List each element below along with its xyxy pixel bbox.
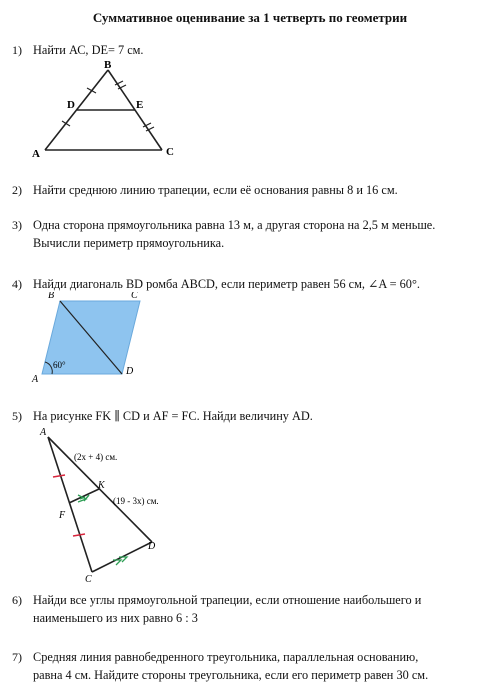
task-4-text: Найди диагональ BD ромба ABCD, если периметр равен 56 см, ∠A = 60°. [33,277,420,291]
vertex-a-label: A [32,148,40,158]
point-f-label: F [59,510,66,521]
task-3-number: 3) [12,218,22,232]
vertex-b-label: B [104,59,112,71]
vertex-c-label: C [166,146,174,158]
rhombus-figure [30,292,150,384]
task-3-text-line-1: Одна сторона прямоугольника равна 13 м, а другая сторона на 2,5 м меньше. [33,218,436,232]
rhombus-c-label: C [131,292,138,301]
triangle-figure [30,58,190,158]
task-2-text: Найти среднюю линию трапеции, если её основания равны 8 и 16 см. [33,183,398,197]
vertex-d-label: D [67,99,75,111]
rhombus-d-label: D [126,366,134,377]
task-6-number: 6) [12,593,22,607]
task-7-number: 7) [12,650,22,664]
rhombus-a-label: A [32,374,39,384]
segment-ak-label: (2x + 4) см. [74,452,118,462]
task-3-text-line-2: Вычисли периметр прямоугольника. [33,236,225,250]
task-2-number: 2) [12,183,22,197]
angle-label: 60° [53,360,66,370]
triangle-afd-figure [35,425,205,585]
segment-kd-label: (19 - 3x) см. [113,496,159,506]
point-a-label: A [40,427,47,438]
task-5-text: На рисунке FK ∥ CD и AF = FC. Найди величину AD. [33,409,313,423]
task-1-number: 1) [12,43,22,57]
point-c-label: C [85,574,92,585]
task-7-text-line-1: Средняя линия равнобедренного треугольника, параллельная основанию, [33,650,419,664]
task-4-number: 4) [12,277,22,291]
point-d-label: D [148,541,156,552]
page-title: Суммативное оценивание за 1 четверть по геометрии [92,10,408,25]
vertex-e-label: E [136,99,144,111]
task-6-text-line-2: наименьшего из них равно 6 : 3 [33,611,198,625]
task-6-text-line-1: Найди все углы прямоугольной трапеции, если отношение наибольшего и [33,593,422,607]
rhombus-b-label: B [48,292,55,301]
point-k-label: K [98,480,105,491]
task-1-text: Найти АС, DE= 7 см. [33,43,144,57]
task-7-text-line-2: равна 4 см. Найдите стороны треугольника, если его периметр равен 30 см. [33,668,429,682]
task-5-number: 5) [12,409,22,423]
